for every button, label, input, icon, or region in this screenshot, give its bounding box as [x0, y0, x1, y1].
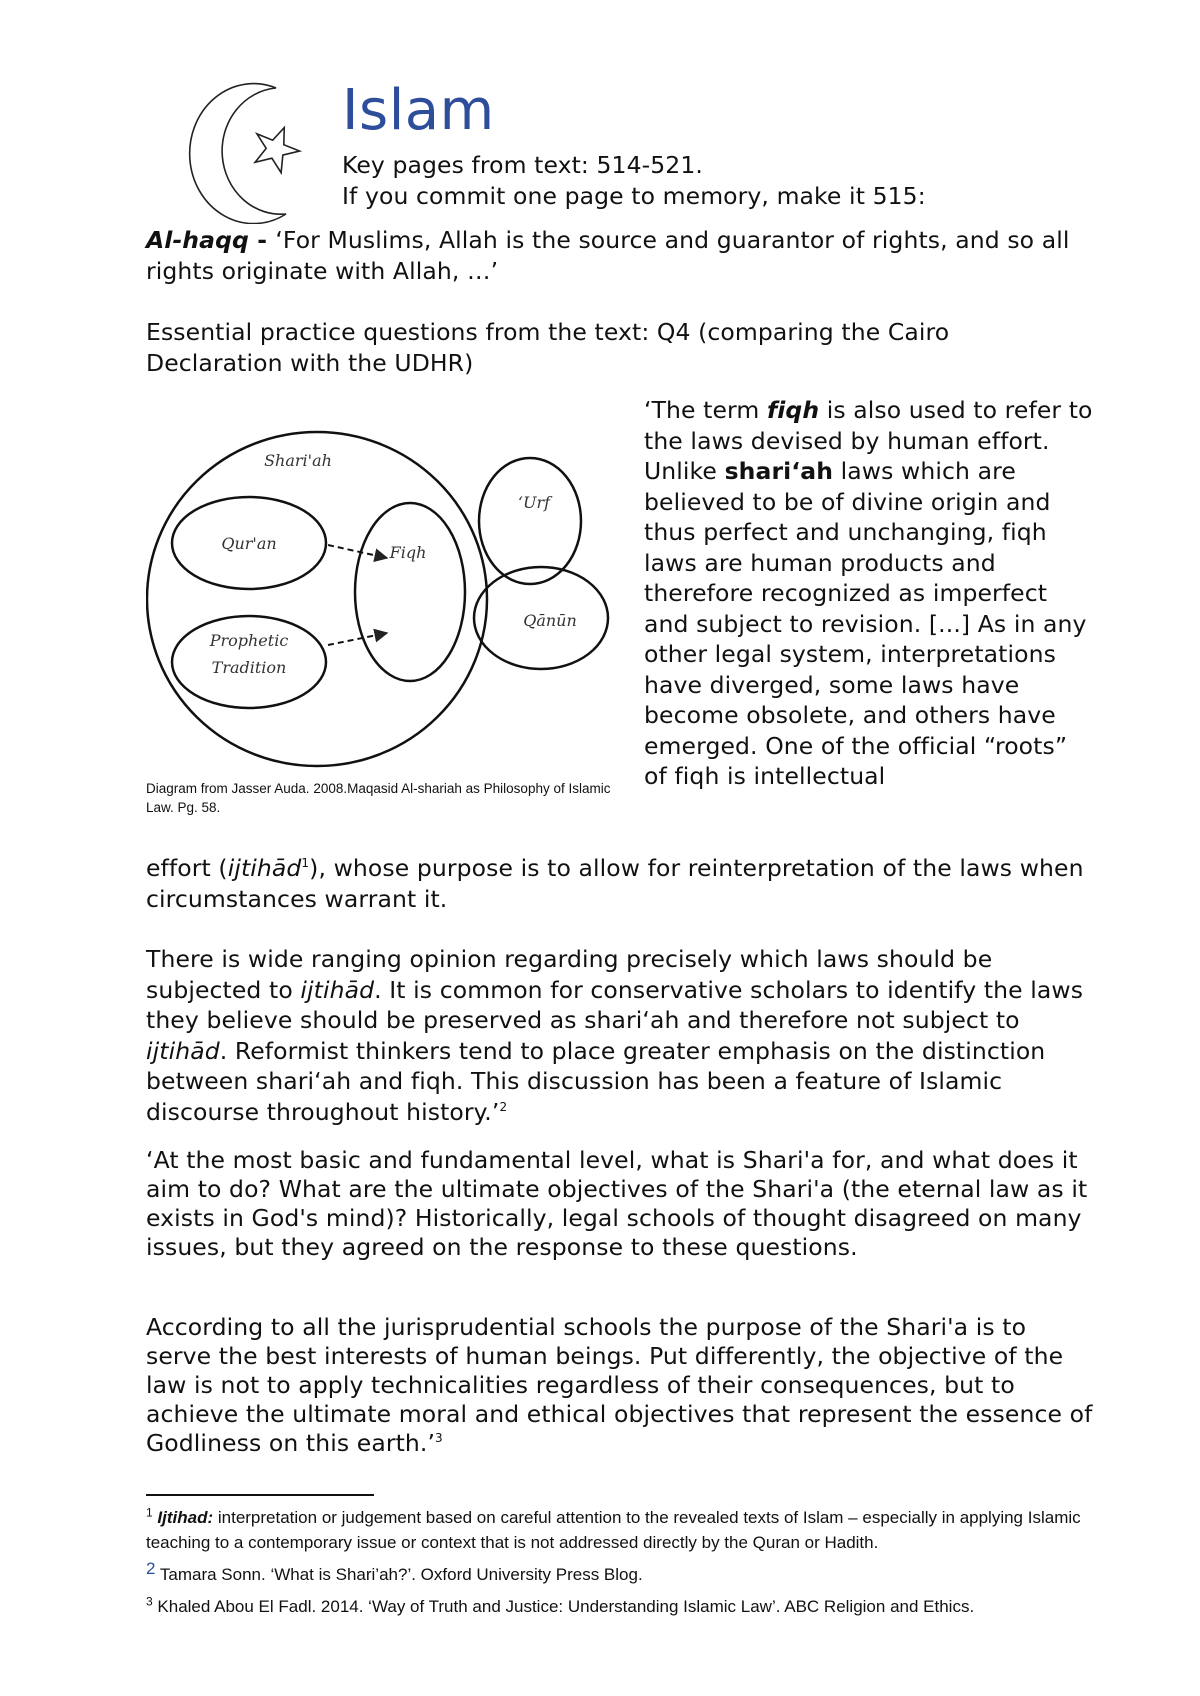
fiqh-cont-text: effort ( [146, 854, 228, 882]
footnote-separator [146, 1494, 374, 1496]
fiqh-quote-text: ‘The term [644, 396, 767, 424]
footnote-ref-3[interactable]: 3 [435, 1431, 443, 1446]
urf-ellipse [479, 458, 581, 584]
fiqh-label: Fiqh [389, 543, 427, 562]
fiqh-term: fiqh [766, 396, 820, 424]
jurisprudential-schools-paragraph [146, 1313, 1096, 1458]
footnote-text: Tamara Sonn. ‘What is Shari’ah?’. Oxford University Press Blog. [155, 1565, 643, 1584]
shariah-diagram [146, 408, 626, 778]
footnote-ref-2[interactable]: 2 [499, 1099, 508, 1114]
quran-to-fiqh-arrow [328, 545, 387, 558]
alhaqq-paragraph [146, 225, 1086, 286]
qanun-label: Qānūn [523, 611, 577, 630]
fiqh-quote-column [644, 395, 1094, 792]
fiqh-quote-text: is also used to refer to the laws devised by human effort. Unlike [644, 396, 1093, 485]
tradition-to-fiqh-arrow [328, 633, 387, 645]
prophetic-label: Prophetic [209, 631, 289, 650]
diagram-caption: Diagram from Jasser Auda. 2008.Maqasid Al-shariah as Philosophy of Islamic Law. Pg. 58. [146, 781, 611, 815]
page-title: Islam [342, 78, 495, 143]
shariah-circle [147, 432, 487, 766]
shariah-label: Shari'ah [264, 451, 332, 470]
para-text: . Reformist thinkers tend to place greater emphasis on the distinction between shari‘ah and fiqh. This discussion has been a feature of Islamic discourse throughout history.’ [146, 1036, 1046, 1126]
alhaqq-quote: ‘For Muslims, Allah is the source and guarantor of rights, and so all rights originate with Allah, …’ [146, 226, 1070, 285]
fiqh-quote-text: laws which are believed to be of divine origin and thus perfect and unchanging, fiqh laws are human products and therefore recognized as imperfect and subject to revision. [...] As in any other legal system, interpretations have diverged, some laws have become obsolete, and others have emerged. One of the official “roots” of fiqh is intellectual [644, 457, 1087, 790]
footnote-text: interpretation or judgement based on careful attention to the revealed texts of Islam – especially in applying Islamic teaching to a contemporary issue or context that is not addressed directly by the Quran or Hadith. [146, 1508, 1081, 1552]
para-text: According to all the jurisprudential schools the purpose of the Shari'a is to serve the best interests of human beings. Put differently, the objective of the law is not to apply technicalities regardless of their consequences, but to achieve the ultimate moral and ethical objectives that represent the essence of Godliness on this earth.’ [146, 1313, 1093, 1457]
crescent-star-icon [148, 74, 328, 224]
alhaqq-term: Al-haqq [146, 226, 249, 254]
urf-label: ‘Urf [517, 493, 551, 512]
footnote-term: Ijtihad: [157, 1508, 214, 1527]
footnote-1 [146, 1505, 1096, 1555]
ijtihad-term: ijtihād [300, 975, 375, 1004]
footnote-number: 3 [146, 1594, 153, 1609]
footnote-ref-1[interactable]: 1 [301, 856, 310, 871]
commit-page-line: If you commit one page to memory, make it 515: [342, 182, 926, 210]
fiqh-quote-continuation [146, 853, 1096, 914]
ijtihad-term: ijtihād [227, 854, 302, 882]
footnote-number: 2 [146, 1559, 156, 1578]
footnotes [146, 1505, 1096, 1626]
quran-label: Qur'an [221, 534, 277, 553]
footnote-text: Khaled Abou El Fadl. 2014. ‘Way of Truth and Justice: Understanding Islamic Law’. ABC Religion and Ethics. [152, 1597, 975, 1616]
ijtihad-term: ijtihād [146, 1036, 220, 1065]
key-pages-line: Key pages from text: 514-521. [342, 151, 703, 179]
footnote-2 [146, 1559, 1096, 1587]
tradition-label: Tradition [211, 658, 287, 677]
para-text: . It is common for conservative scholars to identify the laws they believe should be preserved as shari‘ah and therefore not subject to [146, 975, 1084, 1034]
alhaqq-dash: - [248, 226, 276, 254]
para-text: There is wide ranging opinion regarding precisely which laws should be subjected to [146, 945, 993, 1004]
footnote-number: 1 [146, 1505, 153, 1520]
fiqh-cont-text: ), whose purpose is to allow for reinterpretation of the laws when circumstances warrant it. [146, 854, 1084, 913]
fiqh-ellipse [355, 503, 465, 681]
shariah-purpose-paragraph: ‘At the most basic and fundamental level, what is Shari'a for, and what does it aim to do? What are the ultimate objectives of the Shari'a (the eternal law as it exists in God's mind)? Historically, legal schools of thought disagreed on many issues, but they agreed on the response to these questions. [146, 1146, 1088, 1261]
shariah-term: shari‘ah [724, 457, 834, 485]
footnote-3 [146, 1594, 1096, 1619]
ijtihad-paragraph [146, 944, 1096, 1127]
essential-questions-paragraph: Essential practice questions from the text: Q4 (comparing the Cairo Declaration with the UDHR) [146, 318, 950, 377]
